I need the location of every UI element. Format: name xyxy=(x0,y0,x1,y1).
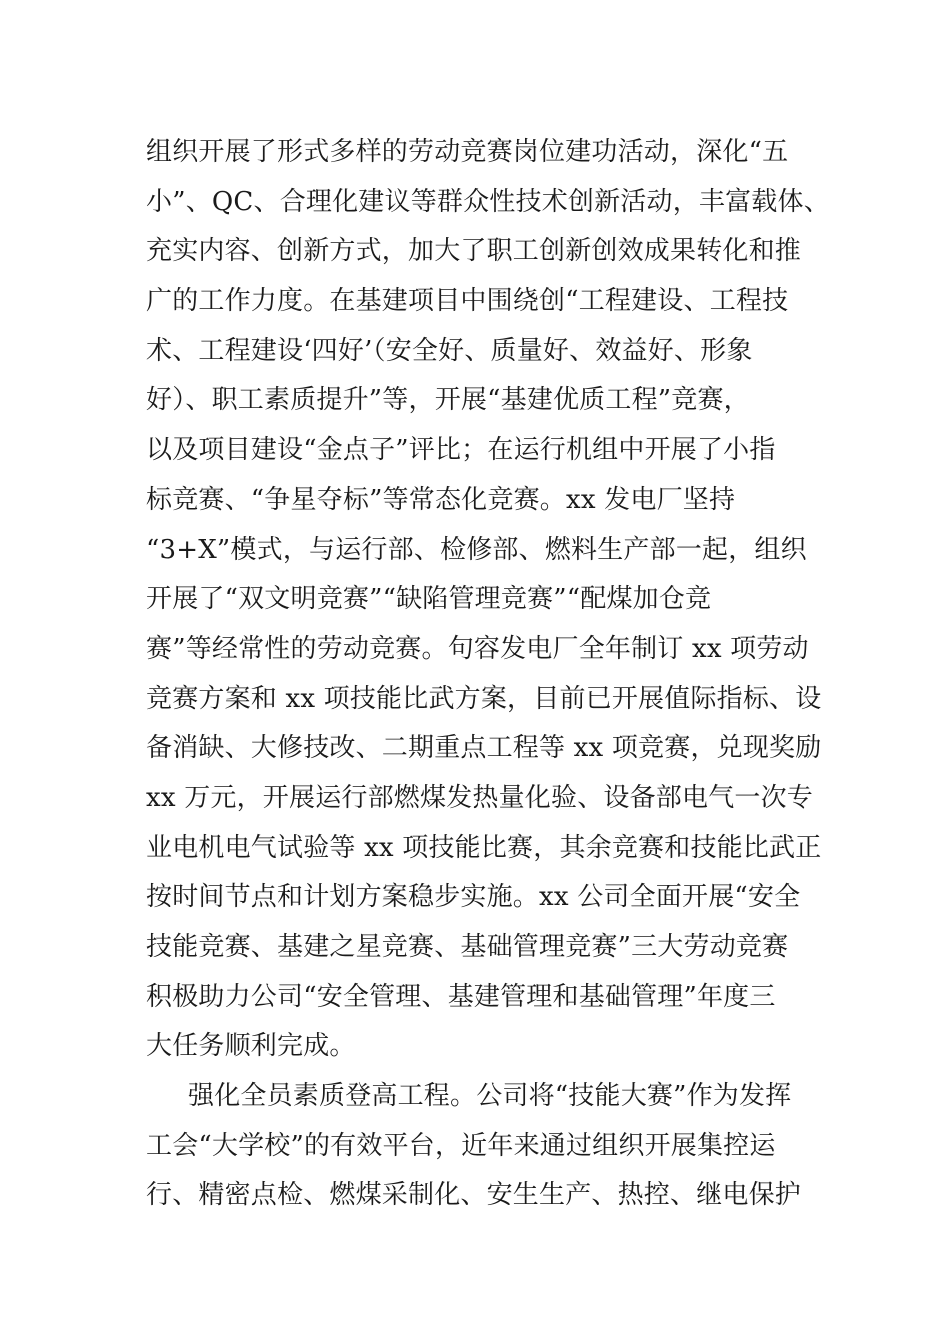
body-line-6: 好）、职工素质提升”等，开展“基建优质工程”竞赛， xyxy=(146,385,750,416)
document-body xyxy=(146,128,830,1221)
body-line-16: 按时间节点和计划方案稳步实施。xx 公司全面开展“安全 xyxy=(146,882,801,913)
body-line-22: 行、精密点检、燃煤采制化、安生生产、热控、继电保护 xyxy=(146,1180,802,1211)
body-line-19: 大任务顺利完成。 xyxy=(146,1031,356,1062)
body-line-21: 工会“大学校”的有效平台，近年来通过组织开展集控运 xyxy=(146,1130,776,1161)
body-line-14: xx 万元，开展运行部燃煤发热量化验、设备部电气一次专 xyxy=(146,782,813,813)
body-line-8: 标竞赛、“争星夺标”等常态化竞赛。xx 发电厂坚持 xyxy=(146,484,736,515)
body-line-7: 以及项目建设“金点子”评比；在运行机组中开展了小指 xyxy=(146,435,776,466)
body-line-2: 小”、QC、合理化建议等群众性技术创新活动，丰富载体、 xyxy=(146,186,830,217)
body-line-18: 积极助力公司“安全管理、基建管理和基础管理”年度三 xyxy=(146,981,776,1012)
body-line-5: 术、工程建设‘四好’（安全好、质量好、效益好、形象 xyxy=(146,335,753,366)
body-line-9: “3+X”模式，与运行部、检修部、燃料生产部一起，组织 xyxy=(146,534,807,565)
body-line-1: 组织开展了形式多样的劳动竞赛岗位建功活动，深化“五 xyxy=(146,137,789,167)
body-line-13: 备消缺、大修技改、二期重点工程等 xx 项竞赛，兑现奖励 xyxy=(146,733,822,764)
body-line-3: 充实内容、创新方式，加大了职工创新创效成果转化和推 xyxy=(146,236,802,267)
body-line-15: 业电机电气试验等 xx 项技能比赛，其余竞赛和技能比武正 xyxy=(146,832,822,863)
body-line-11: 赛”等经常性的劳动竞赛。句容发电厂全年制订 xx 项劳动 xyxy=(146,633,809,664)
body-line-12: 竞赛方案和 xx 项技能比武方案，目前已开展值际指标、设 xyxy=(146,683,822,714)
body-line-20: 强化全员素质登高工程。公司将“技能大赛”作为发挥 xyxy=(188,1081,792,1112)
body-line-10: 开展了“双文明竞赛”“缺陷管理竞赛”“配煤加仓竞 xyxy=(146,584,712,615)
body-line-17: 技能竞赛、基建之星竞赛、基础管理竞赛”三大劳动竞赛 xyxy=(146,932,789,962)
body-line-4: 广的工作力度。在基建项目中围绕创“工程建设、工程技 xyxy=(146,286,789,317)
